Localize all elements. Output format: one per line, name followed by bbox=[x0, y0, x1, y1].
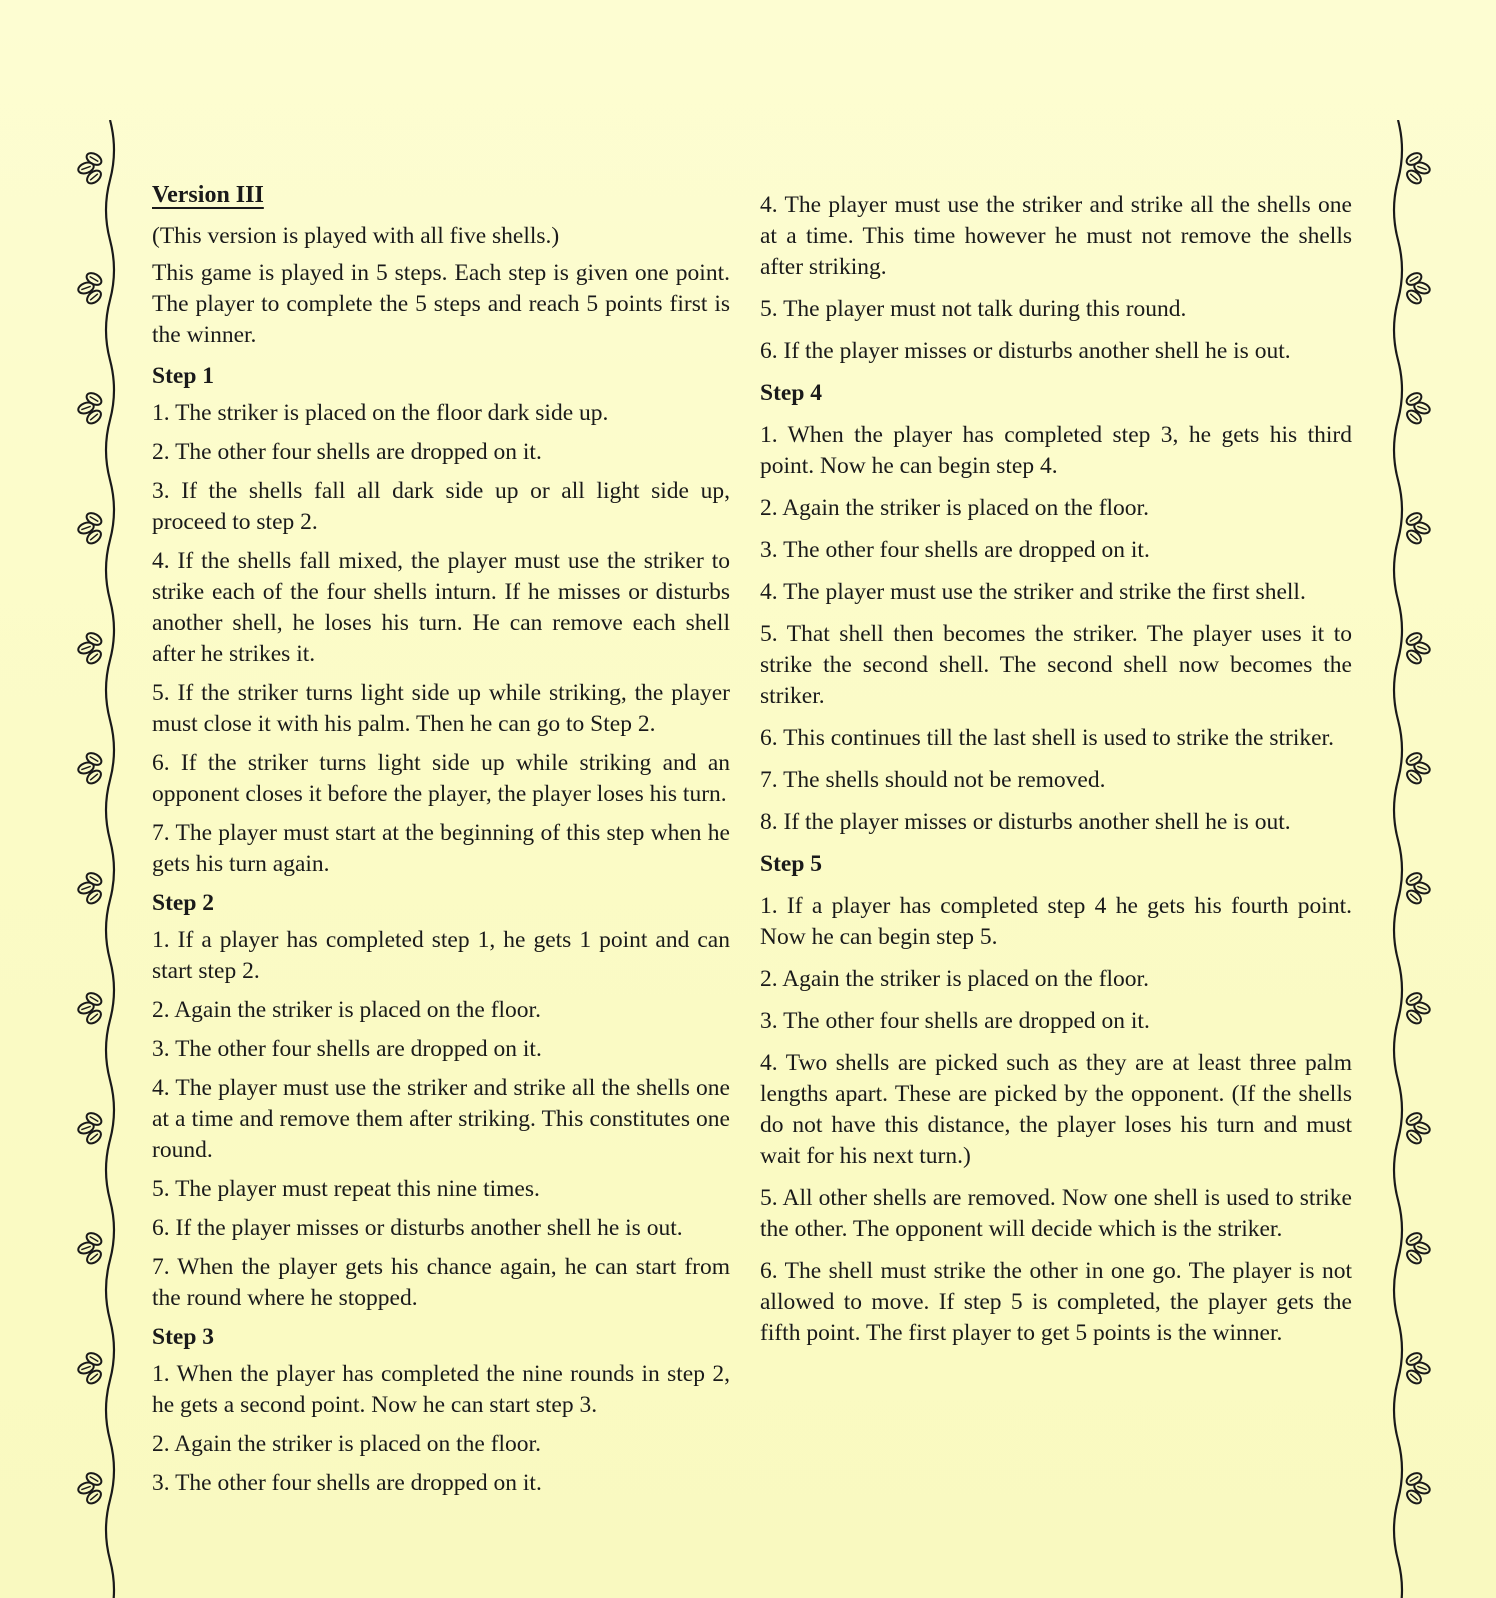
step-4-heading: Step 4 bbox=[760, 380, 823, 406]
list-item: 5. That shell then becomes the striker. The player uses it to strike the second shell. The second shell now becomes the striker. bbox=[760, 621, 1352, 709]
step-2-list bbox=[152, 925, 730, 1314]
list-item: 3. The other four shells are dropped on it. bbox=[760, 1008, 1150, 1034]
list-item: 1. If a player has completed step 1, he gets 1 point and can start step 2. bbox=[152, 927, 730, 984]
list-item: 5. If the striker turns light side up while striking, the player must close it with his palm. Then he can go to Step 2. bbox=[152, 680, 730, 737]
vine-leaf-icon bbox=[1405, 391, 1432, 426]
vine-leaf-icon bbox=[1405, 1111, 1432, 1146]
vine-leaf-icon bbox=[77, 511, 104, 546]
vine-leaf-icon bbox=[1405, 871, 1432, 906]
list-item: 7. The shells should not be removed. bbox=[760, 767, 1106, 793]
step-3-heading: Step 3 bbox=[152, 1324, 215, 1350]
vine-leaf-icon bbox=[77, 1231, 104, 1266]
step-1-list bbox=[152, 398, 730, 880]
vine-leaf-icon bbox=[1405, 991, 1432, 1026]
vine-leaf-icon bbox=[1405, 1231, 1432, 1266]
list-item: 4. If the shells fall mixed, the player must use the striker to strike each of the four shells inturn. If he misses or disturbs another shell, he loses his turn. He can remove each shell after he strikes it. bbox=[152, 548, 730, 667]
step-5-heading: Step 5 bbox=[760, 851, 823, 877]
vine-leaf-icon bbox=[1405, 271, 1432, 306]
list-item: 2. Again the striker is placed on the floor. bbox=[152, 997, 541, 1023]
list-item: 6. If the player misses or disturbs another shell he is out. bbox=[152, 1215, 683, 1241]
list-item: 2. Again the striker is placed on the floor. bbox=[152, 1431, 541, 1457]
vine-stem bbox=[106, 120, 114, 1598]
list-item: 6. The shell must strike the other in one go. The player is not allowed to move. If step 5 is completed, the player gets the fifth point. The first player to get 5 points is the winner. bbox=[760, 1258, 1352, 1346]
list-item: 3. The other four shells are dropped on it. bbox=[760, 537, 1150, 563]
step-1-heading: Step 1 bbox=[152, 363, 215, 389]
version-title: Version III bbox=[152, 182, 264, 208]
list-item: 4. The player must use the striker and strike the first shell. bbox=[760, 579, 1306, 605]
vine-leaf-icon bbox=[77, 751, 104, 786]
list-item: 5. The player must not talk during this round. bbox=[760, 296, 1187, 322]
step-3-list bbox=[152, 1359, 730, 1499]
list-item: 1. When the player has completed the nine rounds in step 2, he gets a second point. Now he can start step 3. bbox=[152, 1361, 730, 1418]
list-item: 2. Again the striker is placed on the floor. bbox=[760, 966, 1149, 992]
step-2-heading: Step 2 bbox=[152, 890, 215, 916]
list-item: 5. The player must repeat this nine times. bbox=[152, 1176, 540, 1202]
list-item: 1. If a player has completed step 4 he gets his fourth point. Now he can begin step 5. bbox=[760, 893, 1352, 950]
vine-leaf-icon bbox=[77, 271, 104, 306]
vine-leaf-icon bbox=[77, 871, 104, 906]
vine-leaf-icon bbox=[77, 991, 104, 1026]
intro-paragraph: This game is played in 5 steps. Each step is given one point. The player to complete the 5 steps and reach 5 points first is the winner. bbox=[152, 260, 730, 348]
vine-leaf-icon bbox=[77, 151, 104, 186]
vine-leaf-icon bbox=[77, 1111, 104, 1146]
step-4-list bbox=[760, 420, 1352, 838]
right-vine-border bbox=[1376, 120, 1436, 1598]
list-item: 2. The other four shells are dropped on it. bbox=[152, 439, 542, 465]
vine-leaf-icon bbox=[77, 1351, 104, 1386]
left-vine-border bbox=[72, 120, 132, 1598]
left-column bbox=[152, 180, 730, 1507]
list-item: 3. The other four shells are dropped on it. bbox=[152, 1470, 542, 1496]
list-item: 7. When the player gets his chance again, he can start from the round where he stopped. bbox=[152, 1254, 730, 1311]
list-item: 2. Again the striker is placed on the floor. bbox=[760, 495, 1149, 521]
right-column bbox=[760, 190, 1352, 1360]
vine-leaf-icon bbox=[77, 1471, 104, 1506]
vine-leaf-icon bbox=[1405, 751, 1432, 786]
vine-leaf-icon bbox=[1405, 1471, 1432, 1506]
list-item: 1. The striker is placed on the floor dark side up. bbox=[152, 400, 609, 426]
list-item: 8. If the player misses or disturbs another shell he is out. bbox=[760, 809, 1291, 835]
list-item: 6. This continues till the last shell is used to strike the striker. bbox=[760, 725, 1334, 751]
list-item: 1. When the player has completed step 3, he gets his third point. Now he can begin step 4. bbox=[760, 422, 1352, 479]
list-item: 6. If the striker turns light side up while striking and an opponent closes it before the player, the player loses his turn. bbox=[152, 750, 730, 807]
list-item: 3. If the shells fall all dark side up or all light side up, proceed to step 2. bbox=[152, 478, 730, 535]
vine-leaf-icon bbox=[1405, 511, 1432, 546]
vine-stem bbox=[1394, 120, 1402, 1598]
step-3-continued-list bbox=[760, 190, 1352, 367]
list-item: 4. Two shells are picked such as they are at least three palm lengths apart. These are picked by the opponent. (If the shells do not have this distance, the player loses his turn and must wait for his next turn.) bbox=[760, 1050, 1352, 1169]
vine-leaf-icon bbox=[1405, 151, 1432, 186]
vine-leaf-icon bbox=[77, 631, 104, 666]
list-item: 4. The player must use the striker and strike all the shells one at a time and remove them after striking. This constitutes one round. bbox=[152, 1075, 730, 1163]
list-item: 7. The player must start at the beginning of this step when he gets his turn again. bbox=[152, 820, 730, 877]
vine-leaf-icon bbox=[77, 391, 104, 426]
list-item: 6. If the player misses or disturbs another shell he is out. bbox=[760, 338, 1291, 364]
vine-leaf-icon bbox=[1405, 1351, 1432, 1386]
list-item: 4. The player must use the striker and strike all the shells one at a time. This time however he must not remove the shells after striking. bbox=[760, 192, 1352, 280]
list-item: 3. The other four shells are dropped on it. bbox=[152, 1036, 542, 1062]
step-5-list bbox=[760, 891, 1352, 1349]
list-item: 5. All other shells are removed. Now one shell is used to strike the other. The opponent will decide which is the striker. bbox=[760, 1185, 1352, 1242]
vine-leaf-icon bbox=[1405, 631, 1432, 666]
version-note: (This version is played with all five shells.) bbox=[152, 223, 560, 249]
